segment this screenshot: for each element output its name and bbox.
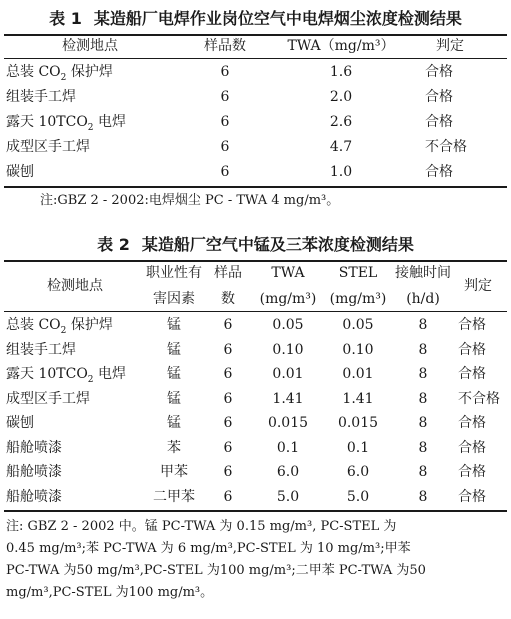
table2-header-count-line2: 数 [221,291,235,307]
twa-cell: 4.7 [329,139,353,155]
judgement-cell: 合格 [458,341,486,358]
table1-number: 表 1 [49,9,82,28]
location-cell [6,164,34,181]
table1-bottom-rule [4,186,507,188]
exposure-time-cell: 8 [418,488,428,505]
location-text-suffix: 保护焊 [66,317,113,333]
sample-count-cell: 6 [223,415,233,431]
exposure-time-cell: 8 [418,341,428,358]
twa-cell: 2.0 [329,89,353,105]
exposure-time-cell: 8 [418,366,428,382]
twa-cell: 2.6 [329,114,353,130]
table1-header-judge: 判定 [436,38,464,54]
table2-note-line: 注: GBZ 2 - 2002 中。锰 PC-TWA 为 0.15 mg/m³, PC-STEL 为 [6,519,397,534]
table2-header-judge: 判定 [464,278,492,294]
exposure-time-cell: 8 [418,464,428,480]
twa-cell: 0.1 [276,439,300,456]
table2-header-location: 检测地点 [47,278,103,294]
location-cell [6,415,34,432]
sample-count-cell: 6 [223,341,233,358]
stel-cell: 6.0 [346,464,370,480]
sample-count-cell: 6 [220,139,230,155]
location-text-suffix: 电焊 [93,366,126,382]
table2-note-line: PC-TWA 为50 mg/m³,PC-STEL 为100 mg/m³;二甲苯 PC-TWA 为50 [6,563,426,578]
table1-top-rule [4,34,507,36]
exposure-time-cell: 8 [418,439,428,456]
twa-cell: 0.10 [272,341,304,358]
sample-count-cell: 6 [223,439,233,456]
twa-cell: 0.05 [272,317,304,333]
location-cell [6,440,62,457]
location-text: 总装 CO [6,64,61,80]
location-cell [6,489,62,506]
exposure-time-cell: 8 [418,415,428,431]
location-text: 露天 10TCO [6,366,88,382]
location-text: 组装手工焊 [6,89,76,105]
twa-cell: 1.0 [329,164,353,180]
table2-header-count-line1: 样品 [214,265,242,281]
sample-count-cell: 6 [223,390,233,407]
sample-count-cell: 6 [223,488,233,505]
location-cell [6,342,76,359]
judgement-cell: 合格 [458,366,486,382]
table2-header-twa-line1: TWA [271,265,305,281]
location-text: 船舱喷漆 [6,488,62,505]
stel-cell: 0.1 [346,439,370,456]
table2-header-rule [4,311,507,312]
table1-header-rule [4,58,507,59]
judgement-cell: 合格 [458,439,486,456]
table2-note-line: mg/m³,PC-STEL 为100 mg/m³。 [6,585,214,600]
location-cell [6,64,113,81]
stel-cell: 0.01 [342,366,374,382]
stel-cell: 5.0 [346,488,370,505]
table2-title [0,232,511,255]
hazard-cell: 甲苯 [160,464,188,480]
table2-top-rule [4,260,507,262]
location-subscript: 2 [87,374,94,385]
location-subscript: 2 [60,72,67,83]
table1-header-count: 样品数 [204,38,246,54]
location-cell [6,114,126,131]
location-text: 成型区手工焊 [6,139,90,155]
sample-count-cell: 6 [223,366,233,382]
judgement-cell: 合格 [425,64,453,80]
stel-cell: 0.05 [342,317,374,333]
judgement-cell: 合格 [425,164,453,180]
table2-header-stel-line2: (mg/m³) [329,291,387,307]
judgement-cell: 合格 [458,464,486,480]
twa-cell: 0.01 [272,366,304,382]
location-text-suffix: 保护焊 [66,64,113,80]
table1-title-text: 某造船厂电焊作业岗位空气中电焊烟尘浓度检测结果 [93,9,462,28]
judgement-cell: 不合格 [458,390,500,407]
exposure-time-cell: 8 [418,390,428,407]
stel-cell: 1.41 [342,390,374,407]
location-subscript: 2 [60,325,67,336]
table2-header-hazard-line2: 害因素 [153,291,195,307]
hazard-cell: 锰 [167,341,181,358]
location-text: 碳刨 [6,415,34,431]
hazard-cell: 锰 [167,317,181,333]
sample-count-cell: 6 [220,64,230,80]
twa-cell: 1.6 [329,64,353,80]
hazard-cell: 锰 [167,366,181,382]
judgement-cell: 合格 [458,317,486,333]
table2-note-line: 0.45 mg/m³;苯 PC-TWA 为 6 mg/m³,PC-STEL 为 10 mg/m³;甲苯 [6,541,411,556]
table1-header-twa: TWA（mg/m³） [287,38,395,54]
table2-header-hazard-line1: 职业性有 [146,265,202,281]
sample-count-cell: 6 [223,317,233,333]
judgement-cell: 合格 [458,488,486,505]
location-text: 组装手工焊 [6,341,76,358]
location-text: 船舱喷漆 [6,439,62,456]
location-cell [6,464,62,481]
sample-count-cell: 6 [220,164,230,180]
judgement-cell: 合格 [425,114,453,130]
hazard-cell: 二甲苯 [153,488,195,505]
location-text-suffix: 电焊 [93,114,126,130]
stel-cell: 0.10 [342,341,374,358]
location-cell [6,317,113,334]
judgement-cell: 合格 [458,415,486,431]
hazard-cell: 锰 [167,415,181,431]
location-text: 成型区手工焊 [6,390,90,407]
location-cell [6,391,90,408]
judgement-cell: 合格 [425,89,453,105]
twa-cell: 6.0 [276,464,300,480]
sample-count-cell: 6 [223,464,233,480]
table2-bottom-rule [4,510,507,512]
sample-count-cell: 6 [220,114,230,130]
table2-header-twa-line2: (mg/m³) [259,291,317,307]
table2-header-stel-line1: STEL [338,265,378,281]
location-subscript: 2 [87,122,94,133]
table1-note: 注:GBZ 2 - 2002:电焊烟尘 PC - TWA 4 mg/m³。 [40,193,340,208]
hazard-cell: 苯 [167,439,181,456]
location-cell [6,89,76,106]
judgement-cell: 不合格 [425,139,467,155]
twa-cell: 1.41 [272,390,304,407]
table2-title-text: 某造船厂空气中锰及三苯浓度检测结果 [141,235,414,254]
location-cell [6,139,90,156]
exposure-time-cell: 8 [418,317,428,333]
location-text: 碳刨 [6,164,34,180]
twa-cell: 0.015 [267,415,309,431]
location-text: 船舱喷漆 [6,464,62,480]
table2-header-time-line1: 接触时间 [395,265,451,281]
table1-header-location: 检测地点 [62,38,118,54]
location-text: 露天 10TCO [6,114,88,130]
stel-cell: 0.015 [337,415,379,431]
location-cell [6,366,126,383]
table1-title [0,6,511,29]
hazard-cell: 锰 [167,390,181,407]
table2-number: 表 2 [97,235,130,254]
twa-cell: 5.0 [276,488,300,505]
location-text: 总装 CO [6,317,61,333]
table2-header-time-line2: (h/d) [406,291,440,307]
sample-count-cell: 6 [220,89,230,105]
